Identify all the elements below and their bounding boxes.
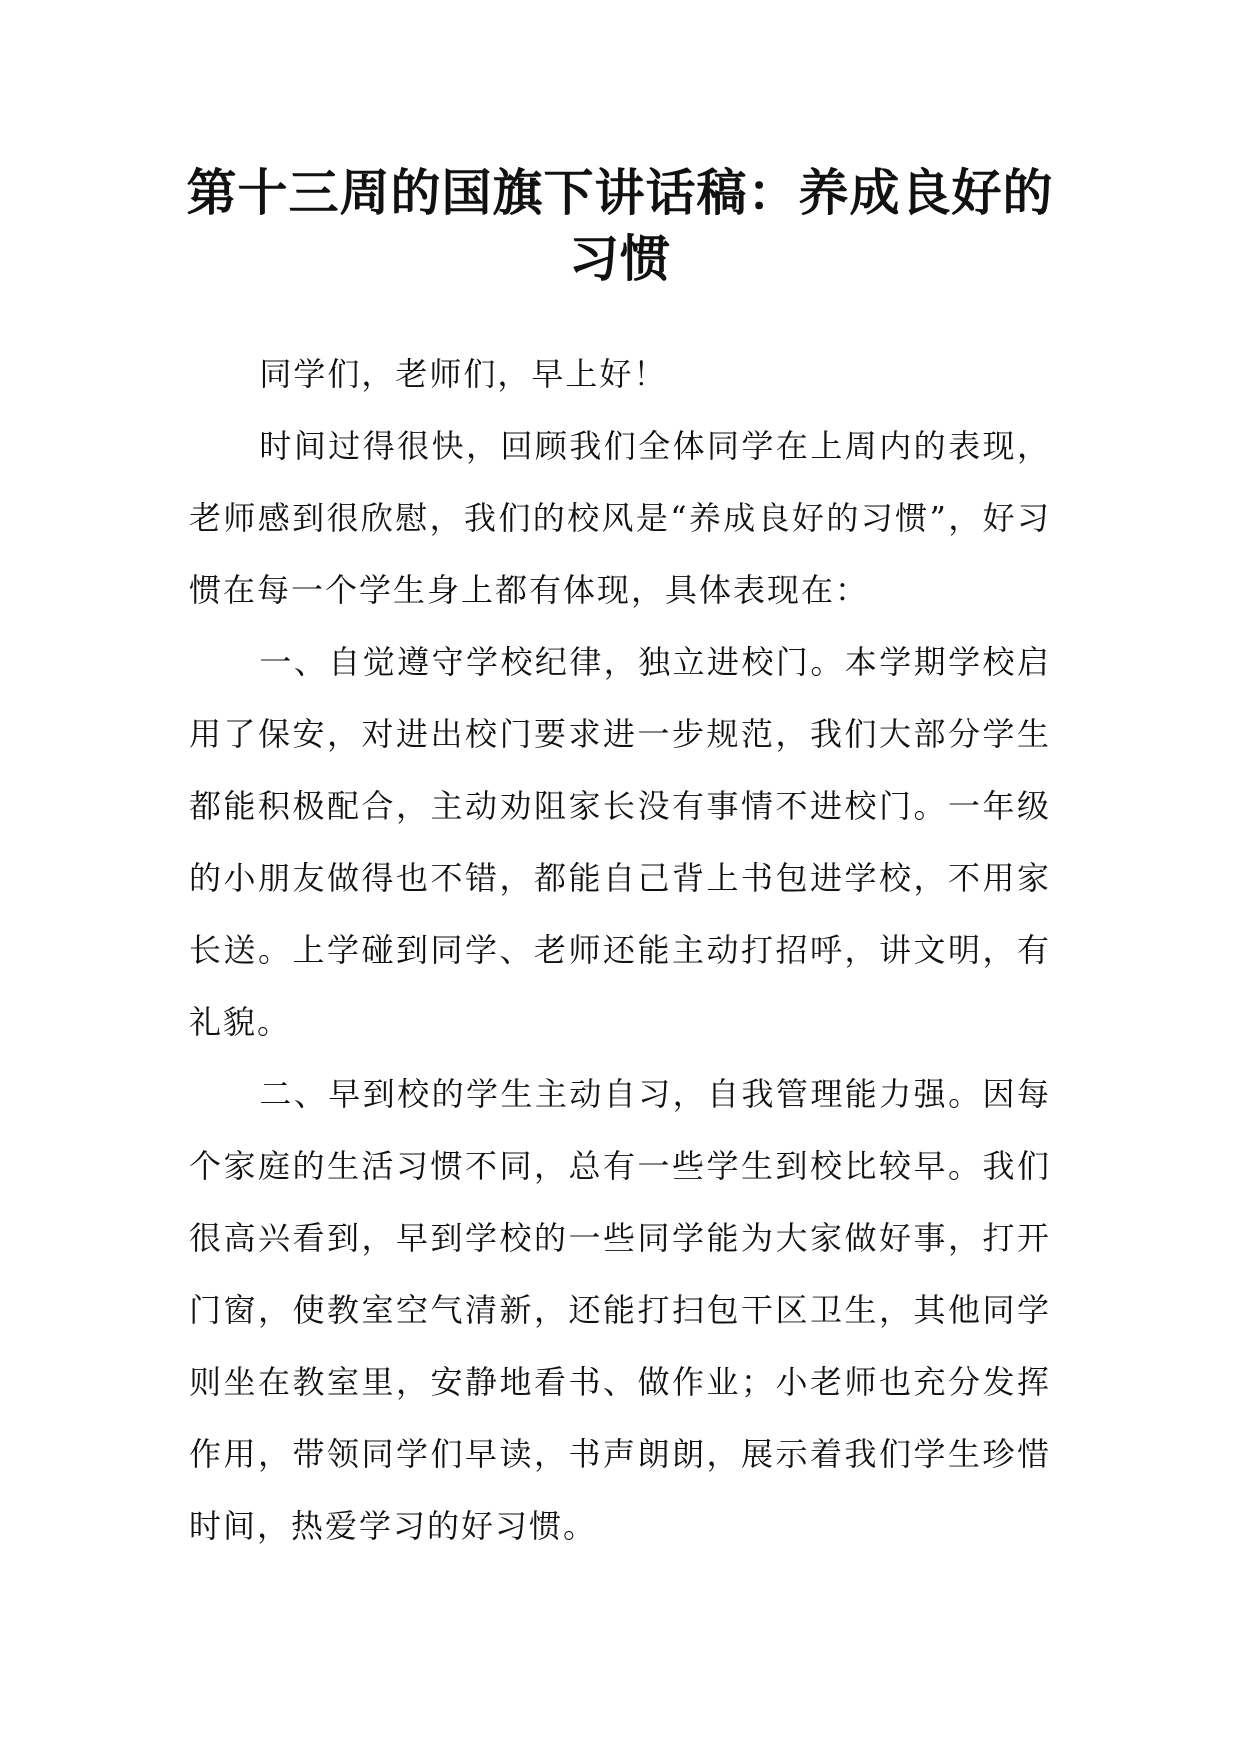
title-line-1: 第十三周的国旗下讲话稿：养成良好的 bbox=[186, 164, 1054, 222]
title-line-2: 习惯 bbox=[569, 230, 671, 288]
point-two-paragraph: 二、早到校的学生主动自习，自我管理能力强。因每个家庭的生活习惯不同，总有一些学生到校比较早。我们很高兴看到，早到学校的一些同学能为大家做好事，打开门窗，使教室空气清新，还能打扫包干区卫生，其他同学则坐在教室里，安静地看书、做作业；小老师也充分发挥作用，带领同学们早读，书声朗朗，展示着我们学生珍惜时间，热爱学习的好习惯。 bbox=[189, 1075, 1051, 1545]
greeting-paragraph: 同学们，老师们，早上好！ bbox=[259, 355, 668, 393]
page-title bbox=[185, 160, 1055, 292]
speech-body bbox=[189, 338, 1051, 1562]
intro-paragraph: 时间过得很快，回顾我们全体同学在上周内的表现，老师感到很欣慰，我们的校风是“养成良好的习惯”，好习惯在每一个学生身上都有体现，具体表现在： bbox=[189, 427, 1051, 609]
point-one-paragraph: 一、自觉遵守学校纪律，独立进校门。本学期学校启用了保安，对进出校门要求进一步规范，我们大部分学生都能积极配合，主动劝阻家长没有事情不进校门。一年级的小朋友做得也不错，都能自己背上书包进学校，不用家长送。上学碰到同学、老师还能主动打招呼，讲文明，有礼貌。 bbox=[189, 643, 1051, 1041]
